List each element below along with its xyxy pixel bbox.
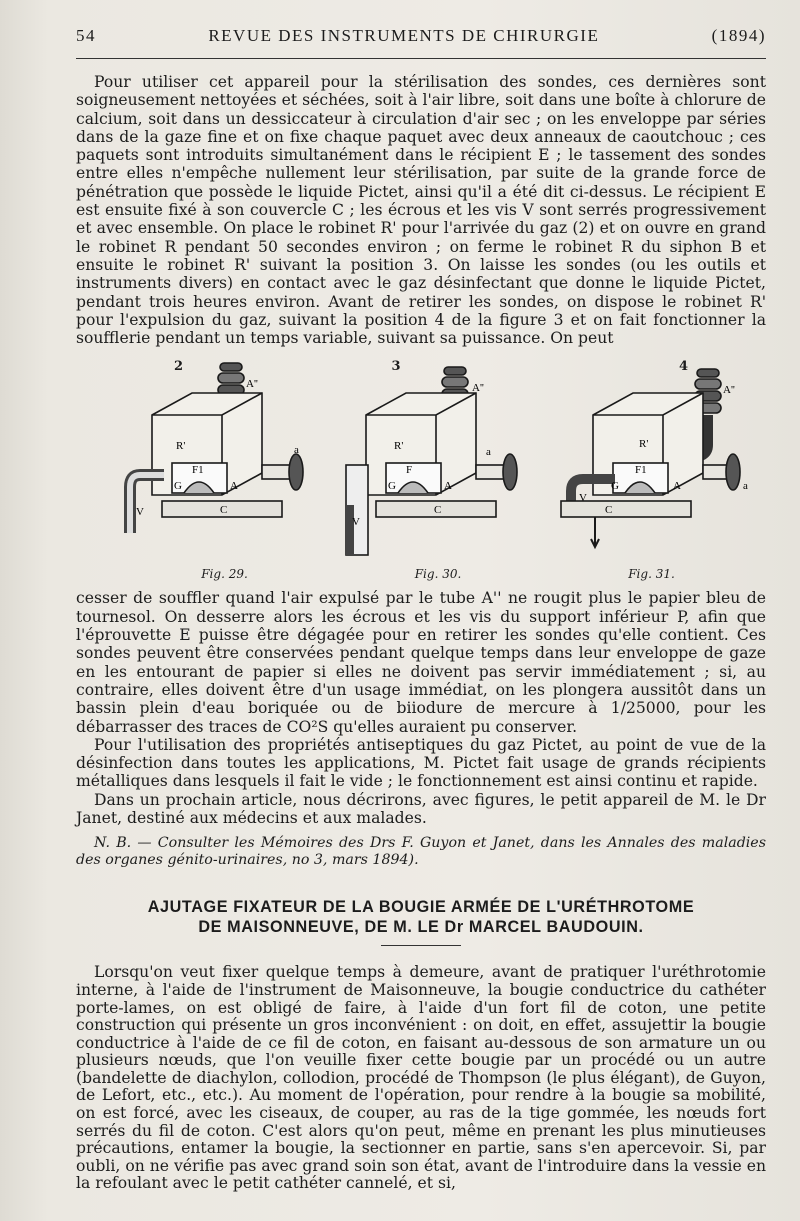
- section-title-line-1: AJUTAGE FIXATEUR DE LA BOUGIE ARMÉE DE L'URÉTHROTOME: [147, 898, 695, 917]
- section-title-line-2: DE MAISONNEUVE, DE M. LE Dr MARCEL BAUDOUIN.: [198, 918, 644, 937]
- label-V: V: [579, 492, 587, 505]
- figure-caption: Fig. 31.: [628, 567, 675, 582]
- figure-30: [336, 355, 541, 583]
- label-G: G: [611, 480, 619, 493]
- label-R: R': [176, 440, 186, 453]
- label-G: G: [387, 480, 396, 493]
- label-a: a: [294, 444, 299, 457]
- label-F: F1: [635, 464, 647, 477]
- label-C: C: [433, 504, 441, 517]
- label-R: R': [639, 438, 649, 451]
- valve-drawing: [336, 355, 541, 583]
- figure-number: 3: [391, 359, 401, 375]
- figure-caption: Fig. 30.: [414, 567, 462, 582]
- label-A2: A'': [471, 382, 484, 395]
- label-A: A: [230, 480, 238, 493]
- label-a: a: [743, 480, 748, 493]
- journal-title: REVUE DES INSTRUMENTS DE CHIRURGIE: [208, 26, 600, 45]
- label-C: C: [605, 504, 613, 517]
- label-A: A: [673, 480, 681, 493]
- label-F: F: [405, 464, 412, 477]
- label-A2: A'': [246, 378, 258, 391]
- valve-drawing: [122, 355, 327, 583]
- running-head: [76, 14, 766, 58]
- label-G: G: [174, 480, 182, 493]
- figure-31: [549, 355, 754, 583]
- nota-bene: N. B. — Consulter les Mémoires des Drs F. Guyon et Janet, dans les Annales des maladies des organes génito-urinaires, no 3, mars 1894).: [76, 835, 766, 869]
- label-C: C: [220, 504, 228, 517]
- figure-29: [122, 355, 327, 583]
- paragraph-pictet: Pour l'utilisation des propriétés antiseptiques du gaz Pictet, au point de vue de la désinfection dans toutes les applications, M. Pictet fait usage de grands récipients métalliques dans lesquels il fait le vide ; le fonctionnement est ainsi continu et rapide.: [76, 735, 766, 791]
- figure-caption: Fig. 29.: [201, 567, 248, 582]
- paragraph-sterilisation: Pour utiliser cet appareil pour la stérilisation des sondes, ces dernières sont soigneusement nettoyées et séchées, soit à l'air libre, soit dans une boîte à chlorure de calcium, soit dans un dessiccateur à circulation d'air sec ; on les enveloppe par séries dans de la gaze fine et on fixe chaque paquet avec deux anneaux de caoutchouc ; ces paquets sont introduits simultanément dans le récipient E ; le tassement des sondes entre elles n'empêche nullement leur stérilisation, par suite de la grande force de pénétration que possède le liquide Pictet, ainsi qu'il a été dit ci-dessus. Le récipient E est ensuite fixé à son couvercle C ; les écrous et les vis V sont serrés progressivement et avec ensemble. On place le robinet R' pour l'arrivée du gaz (2) et on ouvre en grand le robinet R pendant 50 secondes environ ; on ferme le robinet R du siphon B et ensuite le robinet R' suivant la position 3. On laisse les sondes (ou les outils et instruments divers) en contact avec le gaz désinfectant que donne le liquide Pictet, pendant trois heures environ. Avant de retirer les sondes, on dispose le robinet R' pour l'expulsion du gaz, suivant la position 4 de la figure 3 et on fait fonctionner la soufflerie pendant un temps variable, suivant sa puissance. On peut: [76, 73, 766, 348]
- label-F: F1: [192, 464, 204, 477]
- section-title: [76, 897, 766, 946]
- year: (1894): [711, 26, 766, 45]
- figure-number: 4: [679, 359, 689, 375]
- paragraph-prochain-article: Dans un prochain article, nous décrirons, avec figures, le petit appareil de M. le Dr Janet, destiné aux médecins et aux malades.: [76, 790, 766, 828]
- label-A: A: [443, 480, 452, 493]
- paragraph-ajutage: Lorsqu'on veut fixer quelque temps à demeure, avant de pratiquer l'uréthrotomie interne, à l'aide de l'instrument de Maisonneuve, la bougie conductrice du cathéter porte-lames, on est obligé de faire, à l'aide d'un fort fil de coton, une petite construction qui présente un gros inconvénient : on doit, en effet, assujettir la bougie conductrice à l'aide de ce fil de coton, en faisant au-dessous de son armature un ou plusieurs nœuds, que l'on veuille fixer cette bougie par un procédé ou un autre (bandelette de diachylon, collodion, procédé de Thompson (le plus élégant), de Guyon, de Lefort, etc., etc.). Au moment de l'opération, pour rendre à la bougie sa mobilité, on est forcé, avec les ciseaux, de couper, au ras de la tige gommée, les nœuds fort serrés du fil de coton. C'est alors qu'on peut, même en prenant les plus minutieuses précautions, entamer la bougie, la sectionner en partie, sans s'en apercevoir. Si, par oubli, on ne vérifie pas avec grand soin son état, avant de l'introduire dans la vessie en la refoulant avec le petit cathéter cannelé, et si,: [76, 963, 766, 1193]
- page-number: 54: [76, 26, 96, 45]
- figure-row: [122, 355, 754, 583]
- paragraph-tournesol: cesser de souffler quand l'air expulsé par le tube A'' ne rougit plus le papier bleu de tournesol. On desserre alors les écrous et les vis du support inférieur P, afin que l'éprouvette E puisse être dégagée pour en retirer les sondes qu'elle contient. Ces sondes peuvent être conservées pendant quelque temps dans leur enveloppe de gaze en les entourant de papier si elles ne doivent pas servir immédiatement ; si, au contraire, elles doivent être d'un usage immédiat, on les plongera aussitôt dans un bassin plein d'eau boriquée ou de biiodure de mercure à 1/25000, pour les débarrasser des traces de CO²S qu'elles auraient pu conserver.: [76, 589, 766, 736]
- label-a: a: [485, 446, 491, 459]
- valve-drawing: [549, 355, 754, 583]
- label-V: V: [136, 506, 144, 519]
- header-rule: [76, 58, 766, 59]
- figure-number: 2: [174, 359, 184, 375]
- title-divider: [381, 945, 461, 946]
- label-V: V: [351, 516, 360, 529]
- label-R: R': [393, 440, 403, 453]
- label-A2: A'': [723, 384, 735, 397]
